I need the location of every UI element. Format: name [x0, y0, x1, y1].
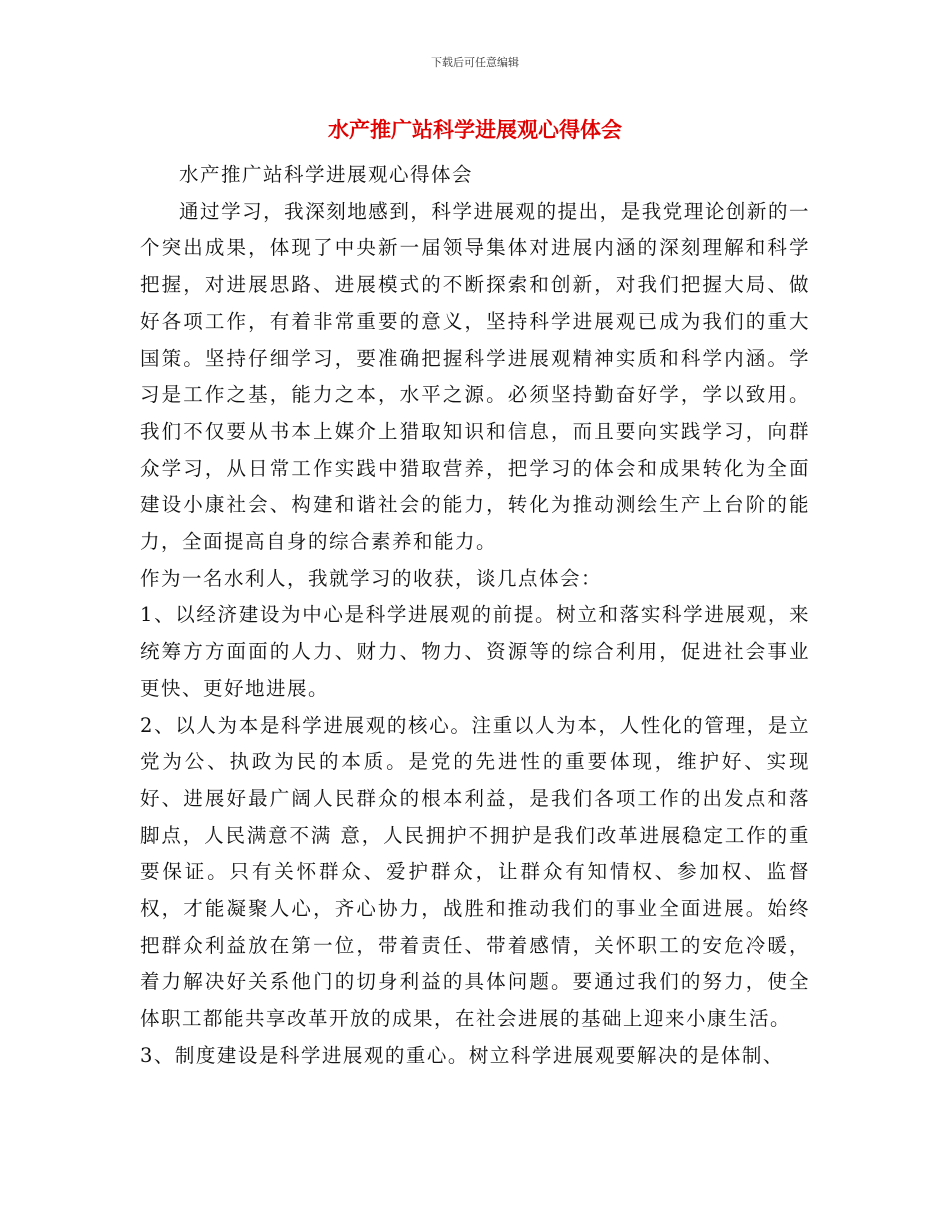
body-paragraph: 作为一名水利人，我就学习的收获，谈几点体会： [140, 566, 603, 590]
body-paragraph: 通过学习，我深刻地感到，科学进展观的提出，是我党理论创新的一个突出成果，体现了中央新一届领导集体对进展内涵的深刻理解和科学把握，对进展思路、进展模式的不断探索和创新，对我们把握大局、做好各项工作，有着非常重要的意义，坚持科学进展观已成为我们的重大国策。坚持仔细学习，要准确把握科学进展观精神实质和科学内涵。学习是工作之基，能力之本，水平之源。必须坚持勤奋好学，学以致用。我们不仅要从书本上媒介上猎取知识和信息，而且要向实践学习，向群众学习，从日常工作实践中猎取营养，把学习的体会和成果转化为全面建设小康社会、构建和谐社会的能力，转化为推动测绘生产上台阶的能力，全面提高自身的综合素养和能力。 [140, 199, 810, 554]
page-header: 下载后可任意编辑 [431, 56, 519, 69]
document-title: 水产推广站科学进展观心得体会 [328, 118, 622, 142]
subtitle-paragraph: 水产推广站科学进展观心得体会 [179, 163, 474, 186]
document-body [140, 157, 810, 1075]
list-item: 2、以人为本是科学进展观的核心。注重以人为本，人性化的管理，是立党为公、执政为民的本质。是党的先进性的重要体现，维护好、实现好、进展好最广阔人民群众的根本利益，是我们各项工作的出发点和落脚点，人民满意不满 意，人民拥护不拥护是我们改革进展稳定工作的重要保证。只有关怀群众、爱护群众，让群众有知情权、参加权、监督权，才能凝聚人心，齐心协力，战胜和推动我们的事业全面进展。始终把群众利益放在第一位，带着责任、带着感情，关怀职工的安危冷暖，着力解决好关系他门的切身利益的具体问题。要通过我们的努力，使全体职工都能共享改革开放的成果，在社会进展的基础上迎来小康生活。 [140, 713, 810, 1031]
list-item: 3、制度建设是科学进展观的重心。树立科学进展观要解决的是体制、 [140, 1043, 784, 1067]
list-item: 1、以经济建设为中心是科学进展观的前提。树立和落实科学进展观，来统筹方方面面的人力、财力、物力、资源等的综合利用，促进社会事业更快、更好地进展。 [140, 603, 810, 700]
